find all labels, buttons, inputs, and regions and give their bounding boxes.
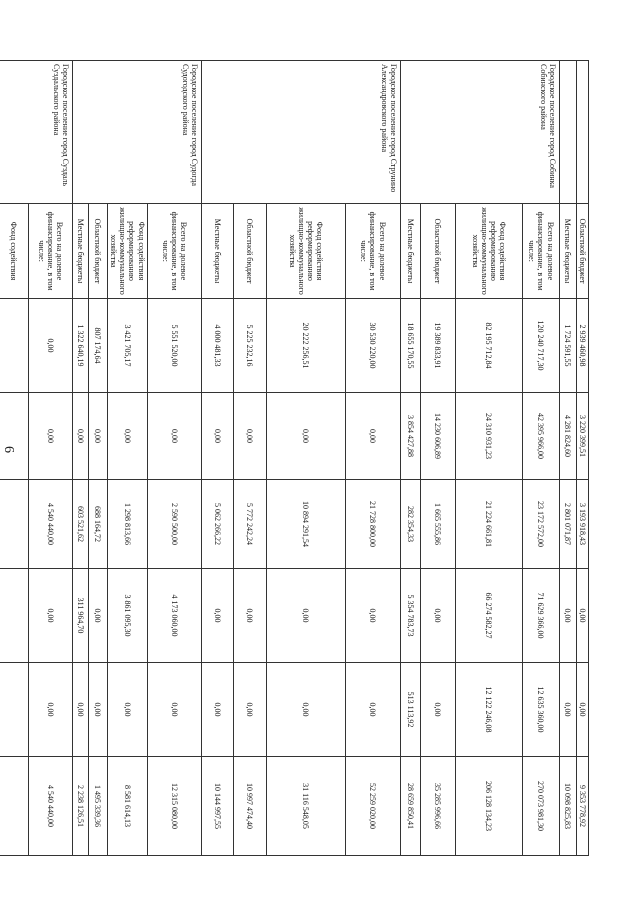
amount-cell: 311 964,70	[72, 569, 88, 663]
amount-cell: 4 173 060,00	[147, 569, 201, 663]
funding-source-cell: Всего на долевое финансирование, в том числе:	[28, 204, 72, 299]
budget-table-rotated	[8, 60, 589, 855]
amount-cell: 1 724 591,55	[559, 299, 576, 393]
amount-cell: 2 238 126,51	[72, 757, 88, 856]
amount-cell: 35 285 996,66	[420, 757, 455, 856]
amount-cell: 28 659 850,41	[400, 757, 420, 856]
amount-cell: 1 495 339,36	[88, 757, 107, 856]
amount-cell: 2 590 500,00	[147, 480, 201, 569]
amount-cell: 52 259 020,00	[345, 757, 400, 856]
table-body	[0, 61, 589, 856]
amount-cell	[0, 393, 28, 480]
amount-cell: 270 073 981,30	[522, 757, 559, 856]
amount-cell: 12 315 080,00	[147, 757, 201, 856]
funding-source-cell: Фонд содействия реформированию жилищно-коммунального хозяйства	[455, 204, 522, 299]
amount-cell: 4 281 824,60	[559, 393, 576, 480]
amount-cell: 0,00	[576, 569, 588, 663]
amount-cell: 0,00	[559, 569, 576, 663]
amount-cell: 1 322 640,19	[72, 299, 88, 393]
amount-cell: 3 193 918,43	[576, 480, 588, 569]
amount-cell: 3 421 705,17	[107, 299, 147, 393]
amount-cell: 21 224 661,81	[455, 480, 522, 569]
amount-cell: 3 220 399,51	[576, 393, 588, 480]
amount-cell: 30 530 220,00	[345, 299, 400, 393]
funding-source-cell: Всего на долевое финансирование, в том числе:	[522, 204, 559, 299]
municipality-cell	[559, 61, 576, 204]
amount-cell: 10 144 997,55	[201, 757, 233, 856]
amount-cell	[0, 569, 28, 663]
amount-cell: 1 298 813,66	[107, 480, 147, 569]
funding-source-cell: Фонд содействия	[0, 204, 28, 299]
amount-cell: 5 772 242,24	[233, 480, 266, 569]
amount-cell: 5 225 232,16	[233, 299, 266, 393]
amount-cell: 5 551 520,00	[147, 299, 201, 393]
amount-cell: 0,00	[266, 663, 345, 757]
funding-source-cell: Местные бюджеты	[559, 204, 576, 299]
table-row	[345, 61, 400, 856]
funding-source-cell: Фонд содействия реформированию жилищно-коммунального хозяйства	[266, 204, 345, 299]
amount-cell: 19 389 833,91	[420, 299, 455, 393]
amount-cell: 0,00	[28, 299, 72, 393]
amount-cell: 0,00	[559, 663, 576, 757]
amount-cell	[0, 480, 28, 569]
funding-source-cell: Областной бюджет	[233, 204, 266, 299]
amount-cell: 2 939 460,98	[576, 299, 588, 393]
amount-cell: 0,00	[266, 569, 345, 663]
amount-cell: 4 540 440,00	[28, 757, 72, 856]
funding-source-cell: Всего на долевое финансирование, в том числе:	[147, 204, 201, 299]
funding-source-cell: Местные бюджеты	[400, 204, 420, 299]
amount-cell: 0,00	[147, 663, 201, 757]
amount-cell: 807 174,64	[88, 299, 107, 393]
amount-cell: 0,00	[201, 663, 233, 757]
amount-cell: 0,00	[72, 393, 88, 480]
amount-cell: 0,00	[107, 393, 147, 480]
funding-source-cell: Местные бюджеты	[201, 204, 233, 299]
amount-cell: 0,00	[233, 663, 266, 757]
funding-source-cell: Областной бюджет	[420, 204, 455, 299]
amount-cell: 0,00	[28, 393, 72, 480]
funding-source-cell: Областной бюджет	[576, 204, 588, 299]
amount-cell	[0, 757, 28, 856]
amount-cell: 82 195 712,84	[455, 299, 522, 393]
amount-cell: 206 128 134,23	[455, 757, 522, 856]
amount-cell: 0,00	[345, 569, 400, 663]
amount-cell: 603 521,62	[72, 480, 88, 569]
amount-cell: 18 655 170,55	[400, 299, 420, 393]
table-row	[28, 61, 72, 856]
municipality-cell	[576, 61, 588, 204]
amount-cell: 2 801 071,87	[559, 480, 576, 569]
amount-cell: 0,00	[28, 569, 72, 663]
amount-cell: 0,00	[147, 393, 201, 480]
amount-cell: 0,00	[345, 393, 400, 480]
amount-cell: 0,00	[266, 393, 345, 480]
amount-cell: 71 629 366,00	[522, 569, 559, 663]
amount-cell: 10 894 291,54	[266, 480, 345, 569]
table-row	[522, 61, 559, 856]
budget-table	[0, 60, 589, 856]
table-row	[576, 61, 588, 856]
amount-cell: 21 728 800,00	[345, 480, 400, 569]
amount-cell: 0,00	[201, 393, 233, 480]
amount-cell: 0,00	[420, 663, 455, 757]
amount-cell	[0, 299, 28, 393]
amount-cell: 20 222 256,51	[266, 299, 345, 393]
municipality-cell: Городское поселение город Собинка Собинского района	[400, 61, 559, 204]
amount-cell: 10 098 825,83	[559, 757, 576, 856]
amount-cell: 688 164,72	[88, 480, 107, 569]
amount-cell: 0,00	[420, 569, 455, 663]
amount-cell: 0,00	[88, 393, 107, 480]
funding-source-cell: Всего на долевое финансирование, в том числе:	[345, 204, 400, 299]
amount-cell	[0, 663, 28, 757]
amount-cell: 0,00	[28, 663, 72, 757]
amount-cell: 31 116 548,05	[266, 757, 345, 856]
amount-cell: 120 240 717,30	[522, 299, 559, 393]
amount-cell: 4 540 440,00	[28, 480, 72, 569]
amount-cell: 513 113,92	[400, 663, 420, 757]
amount-cell: 0,00	[72, 663, 88, 757]
amount-cell: 1 665 555,86	[420, 480, 455, 569]
amount-cell: 4 000 481,33	[201, 299, 233, 393]
amount-cell: 282 354,33	[400, 480, 420, 569]
funding-source-cell: Областной бюджет	[88, 204, 107, 299]
table-row	[559, 61, 576, 856]
amount-cell: 12 635 360,00	[522, 663, 559, 757]
amount-cell: 0,00	[576, 663, 588, 757]
amount-cell: 14 230 606,89	[420, 393, 455, 480]
amount-cell: 10 997 474,40	[233, 757, 266, 856]
municipality-cell: Городское поселение город Суздаль Суздальского района	[0, 61, 72, 204]
amount-cell: 5 354 783,73	[400, 569, 420, 663]
amount-cell: 12 122 246,08	[455, 663, 522, 757]
amount-cell: 0,00	[233, 569, 266, 663]
amount-cell: 3 861 095,30	[107, 569, 147, 663]
amount-cell: 0,00	[233, 393, 266, 480]
municipality-cell: Городское поселение город Струнино Александровского района	[201, 61, 400, 204]
amount-cell: 0,00	[201, 569, 233, 663]
page-number: 6	[1, 446, 16, 453]
amount-cell: 0,00	[345, 663, 400, 757]
table-row	[147, 61, 201, 856]
amount-cell: 24 310 931,23	[455, 393, 522, 480]
municipality-cell: Городское поселение город Судогда Судогодского района	[72, 61, 201, 204]
amount-cell: 0,00	[88, 663, 107, 757]
amount-cell: 66 274 582,27	[455, 569, 522, 663]
amount-cell: 9 353 778,92	[576, 757, 588, 856]
funding-source-cell: Местные бюджеты	[72, 204, 88, 299]
amount-cell: 8 581 614,13	[107, 757, 147, 856]
funding-source-cell: Фонд содействия реформированию жилищно-коммунального хозяйства	[107, 204, 147, 299]
amount-cell: 0,00	[107, 663, 147, 757]
amount-cell: 0,00	[88, 569, 107, 663]
amount-cell: 42 395 966,00	[522, 393, 559, 480]
amount-cell: 3 854 427,88	[400, 393, 420, 480]
amount-cell: 5 062 266,22	[201, 480, 233, 569]
amount-cell: 23 172 572,00	[522, 480, 559, 569]
